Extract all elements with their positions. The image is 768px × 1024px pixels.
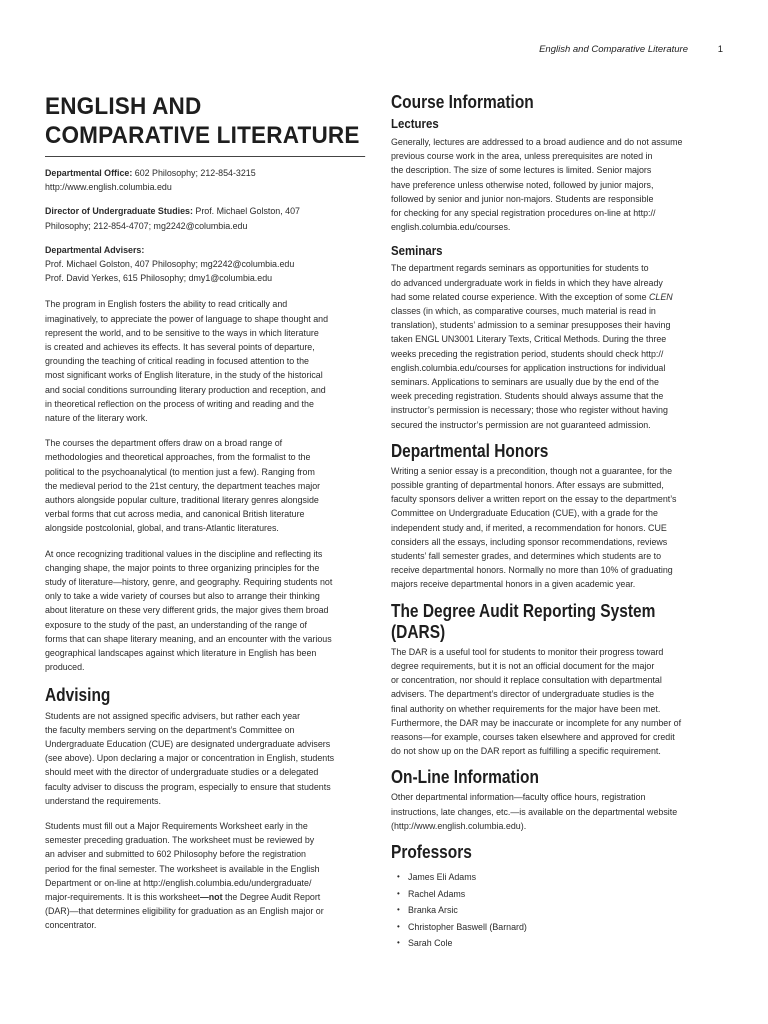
contact-block — [45, 166, 365, 285]
advising-paragraph-2: Students must fill out a Major Requirements Worksheet early in the semester preceding graduation. The worksheet must be reviewed by an adviser and submitted to 602 Philosophy before the registration period for the final semester. The worksheet is available in the English Department or on-line at http://english.columbia.edu/undergraduate/ major-requirements. It is this worksheet—not the Degree Audit Report (DAR)—that determines eligibility for graduation as an English major or concentrator. — [45, 820, 324, 931]
honors-heading: Departmental Honors — [391, 440, 549, 461]
emphasis-not: —not — [199, 891, 223, 902]
list-item: • Branka Arsic — [391, 902, 721, 919]
professors-list — [391, 869, 721, 952]
office-text: 602 Philosophy; 212-854-3215 — [132, 168, 256, 178]
right-column — [391, 92, 721, 952]
online-info-heading: On-Line Information — [391, 767, 539, 788]
list-item: • Sarah Cole — [391, 935, 721, 952]
adviser-line2: Prof. David Yerkes, 615 Philosophy; dmy1@columbia.edu — [45, 273, 273, 284]
list-item: • Christopher Baswell (Barnard) — [391, 919, 721, 936]
dus-line1: Prof. Michael Golston, 407 — [192, 206, 300, 217]
bullet-icon: • — [397, 921, 400, 931]
dus-info — [45, 204, 365, 232]
lectures-paragraph: Generally, lectures are addressed to a broad audience and do not assume previous course work in the area, unless prerequisites are noted in the description. The size of some lectures is limited. Senior majors have preference unless otherwise noted, followed by junior majors, followed by senior and junior non-majors. Students are responsible for checking for any special registration procedures on-line at http:// english.columbia.edu/courses. — [391, 137, 683, 233]
online-info-paragraph: Other departmental information—faculty office hours, registration instructions, late changes, etc.—is available on the departmental website (http://www.english.columbia.edu). — [391, 792, 678, 831]
course-info-heading: Course Information — [391, 92, 534, 112]
list-item: • Rachel Adams — [391, 886, 721, 903]
lectures-heading: Lectures — [391, 116, 439, 131]
advising-heading: Advising — [45, 684, 111, 705]
dus-label: Director of Undergraduate Studies: — [45, 206, 193, 217]
dus-line2: Philosophy; 212-854-4707; mg2242@columbia.edu — [45, 220, 248, 231]
bullet-icon: • — [397, 905, 400, 915]
bullet-icon: • — [397, 938, 400, 948]
bullet-icon: • — [397, 871, 400, 881]
dars-heading — [391, 601, 721, 643]
advisers-label: Departmental Advisers: — [45, 244, 145, 255]
advising-paragraph-1: Students are not assigned specific advisers, but rather each year the faculty members serving on the department’s Committee on Undergraduate Education (CUE) are designated undergraduate advisers (see above). Upon declaring a major or concentration in English, students should meet with the director of undergraduate studies or a delegated faculty adviser to discuss the program, especially to ensure that students understand the requirements. — [45, 710, 335, 806]
intro-paragraph-2: The courses the department offers draw on a broad range of methodologies and theoretical approaches, from the formalist to the political to the psychoanalytical (to mention just a few). Ranging from the medieval period to the 21st century, the department teaches major authors alongside popular culture, traditional literary genres alongside verbal forms that cut across media, and canonical British literature alongside postcolonial, global, and trans-Atlantic literatures. — [45, 438, 321, 534]
office-info — [45, 166, 365, 194]
list-item: • James Eli Adams — [391, 869, 721, 886]
left-column — [45, 92, 365, 933]
dars-heading-line2: (DARS) — [391, 621, 446, 642]
department-url[interactable]: http://www.english.columbia.edu — [45, 182, 172, 193]
office-label: Departmental Office: — [45, 168, 133, 178]
clen-term: CLEN — [649, 291, 673, 302]
page-title: ENGLISH AND COMPARATIVE LITERATURE — [45, 92, 365, 157]
running-header — [0, 44, 768, 58]
intro-paragraph-3: At once recognizing traditional values in the discipline and reflecting its changing shape, the major points to three organizing principles for the study of literature—history, genre, and geography. Requiring students not only to take a wide variety of courses but also to arrange their thinking about literature on these very different grids, the major gives them broad exposure to the study of the past, an understanding of the range of forms that can shape literary meaning, and an encounter with the various geographical landscapes against which literature in English has been produced. — [45, 548, 333, 673]
bullet-icon: • — [397, 888, 400, 898]
running-title: English and Comparative Literature — [539, 44, 688, 55]
advisers-info — [45, 243, 365, 286]
honors-paragraph: Writing a senior essay is a precondition, though not a guarantee, for the possible granting of departmental honors. After essays are submitted, faculty sponsors deliver a written report on the essay to the department’s Committee on Undergraduate Education (CUE), with a grade for the independent study and, if merited, a recommendation for honors. CUE considers all the essays, including sponsor recommendations, reviews students’ fall semester grades, and determines which students are to receive departmental honors. Normally no more than 10% of graduating majors receive departmental honors in a given academic year. — [391, 465, 677, 590]
professors-heading: Professors — [391, 841, 472, 862]
adviser-line1: Prof. Michael Golston, 407 Philosophy; mg2242@columbia.edu — [45, 259, 295, 270]
page-number: 1 — [717, 44, 723, 55]
seminars-paragraph: The department regards seminars as opportunities for students to do advanced undergraduate work in fields in which they have already had some related course experience. With the exception of some CLEN classes (in which, as comparative courses, much material is read in translation), students’ admission to a seminar presupposes their having taken ENGL UN3001 Literary Texts, Critical Methods. During the three weeks preceding the registration period, students should check http:// english.columbia.edu/courses for application instructions for individual seminars. Applications to seminars are usually due by the end of the week preceding registration. Students should always assume that the instructor’s permission is necessary; those who register without having secured the instructor’s permission are not guaranteed admission. — [391, 263, 673, 430]
seminars-heading: Seminars — [391, 243, 443, 259]
intro-paragraph-1: The program in English fosters the ability to read critically and imaginatively, to appreciate the power of language to shape thought and represent the world, and to be sensitive to the ways in which literature is created and achieves its effects. It has several points of departure, grounding the teaching of critical reading in focused attention to the most significant works of English literature, in the study of the historical and social conditions surrounding literary production and reception, and in theoretical reflection on the process of writing and reading and the nature of the literary work. — [45, 299, 329, 424]
dars-heading-line1: The Degree Audit Reporting System — [391, 600, 656, 621]
dars-paragraph: The DAR is a useful tool for students to monitor their progress toward degree requirements, but it is not an official document for the major or concentration, nor should it replace consultation with departmental advisers. The department’s director of undergraduate studies is the final authority on whether requirements for the major have been met. Furthermore, the DAR may be inaccurate or incomplete for any number of reasons—for example, courses taken elsewhere and approved for credit do not show up on the DAR report as fulfilling a specific requirement. — [391, 646, 682, 757]
